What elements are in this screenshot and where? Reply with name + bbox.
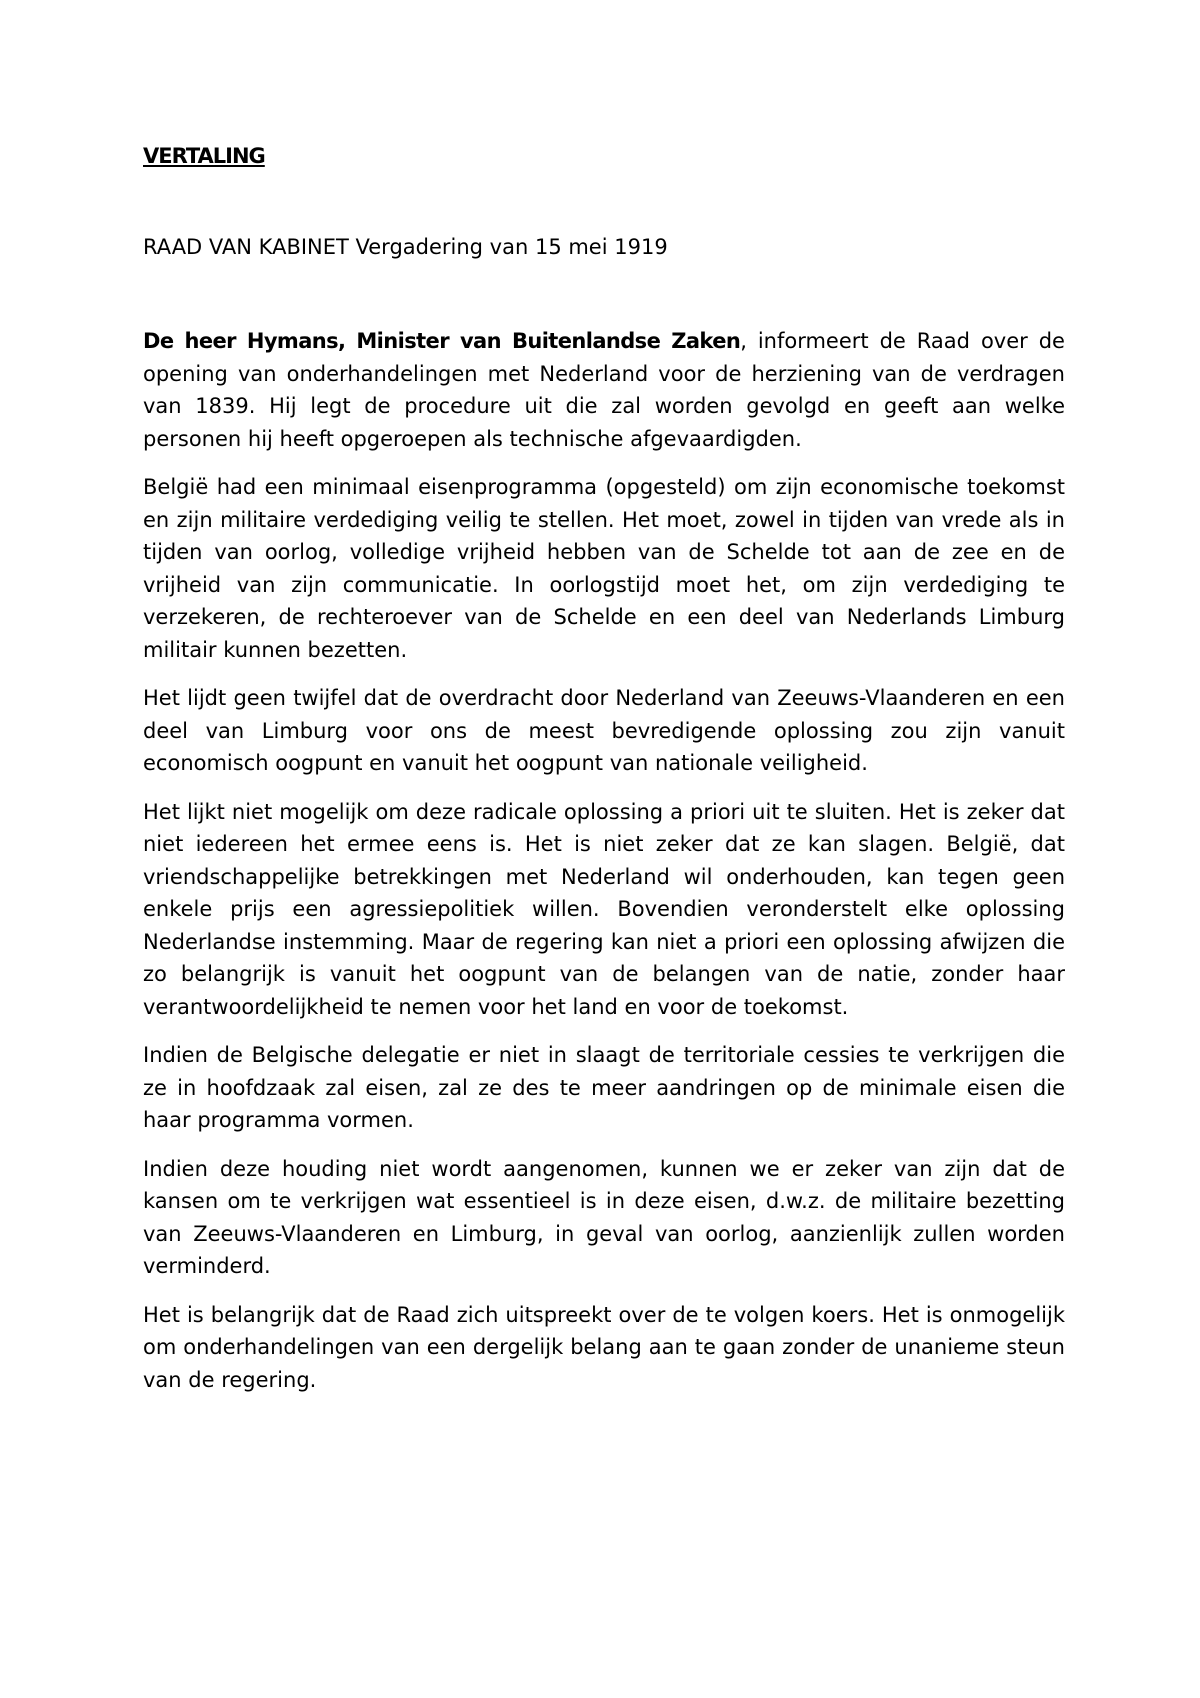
document-body bbox=[143, 140, 1065, 1412]
paragraph-1-text: , informeert de Raad over de opening van onderhandelingen met Nederland voor de herziening van de verdragen van 1839. Hij legt de procedure uit die zal worden gevolgd en geeft aan welke personen hij heeft opgeroepen als technische afgevaardigden. bbox=[143, 329, 1065, 451]
paragraph-5: Indien de Belgische delegatie er niet in slaagt de territoriale cessies te verkrijgen die ze in hoofdzaak zal eisen, zal ze des te meer aandringen op de minimale eisen die haar programma vormen. bbox=[143, 1043, 1065, 1132]
paragraph-3: Het lijdt geen twijfel dat de overdracht door Nederland van Zeeuws-Vlaanderen en een deel van Limburg voor ons de meest bevredigende oplossing zou zijn vanuit economisch oogpunt en vanuit het oogpunt van nationale veiligheid. bbox=[143, 686, 1065, 775]
paragraph-1 bbox=[143, 325, 1065, 455]
paragraph-7: Het is belangrijk dat de Raad zich uitspreekt over de te volgen koers. Het is onmogelijk om onderhandelingen van een dergelijk belang aan te gaan zonder de unanieme steun van de regering. bbox=[143, 1302, 1065, 1392]
meeting-line: RAAD VAN KABINET Vergadering van 15 mei 1919 bbox=[143, 234, 668, 259]
paragraph-2: België had een minimaal eisenprogramma (opgesteld) om zijn economische toekomst en zijn militaire verdediging veilig te stellen. Het moet, zowel in tijden van vrede als in tijden van oorlog, volledige vrijheid hebben van de Schelde tot aan de zee en de vrijheid van zijn communicatie. In oorlogstijd moet het, om zijn verdediging te verzekeren, de rechteroever van de Schelde en een deel van Nederlands Limburg militair kunnen bezetten. bbox=[143, 475, 1065, 662]
speaker-name: De heer Hymans, Minister van Buitenlandse Zaken bbox=[143, 329, 741, 353]
paragraph-4: Het lijkt niet mogelijk om deze radicale oplossing a priori uit te sluiten. Het is zeker dat niet iedereen het ermee eens is. Het is niet zeker dat ze kan slagen. België, dat vriendschappelijke betrekkingen met Nederland wil onderhouden, kan tegen geen enkele prijs een agressiepolitiek willen. Bovendien veronderstelt elke oplossing Nederlandse instemming. Maar de regering kan niet a priori een oplossing afwijzen die zo belangrijk is vanuit het oogpunt van de belangen van de natie, zonder haar verantwoordelijkheid te nemen voor het land en voor de toekomst. bbox=[143, 799, 1065, 1019]
document-heading: VERTALING bbox=[143, 144, 265, 168]
paragraph-6: Indien deze houding niet wordt aangenomen, kunnen we er zeker van zijn dat de kansen om te verkrijgen wat essentieel is in deze eisen, d.w.z. de militaire bezetting van Zeeuws-Vlaanderen en Limburg, in geval van oorlog, aanzienlijk zullen worden verminderd. bbox=[143, 1156, 1065, 1278]
